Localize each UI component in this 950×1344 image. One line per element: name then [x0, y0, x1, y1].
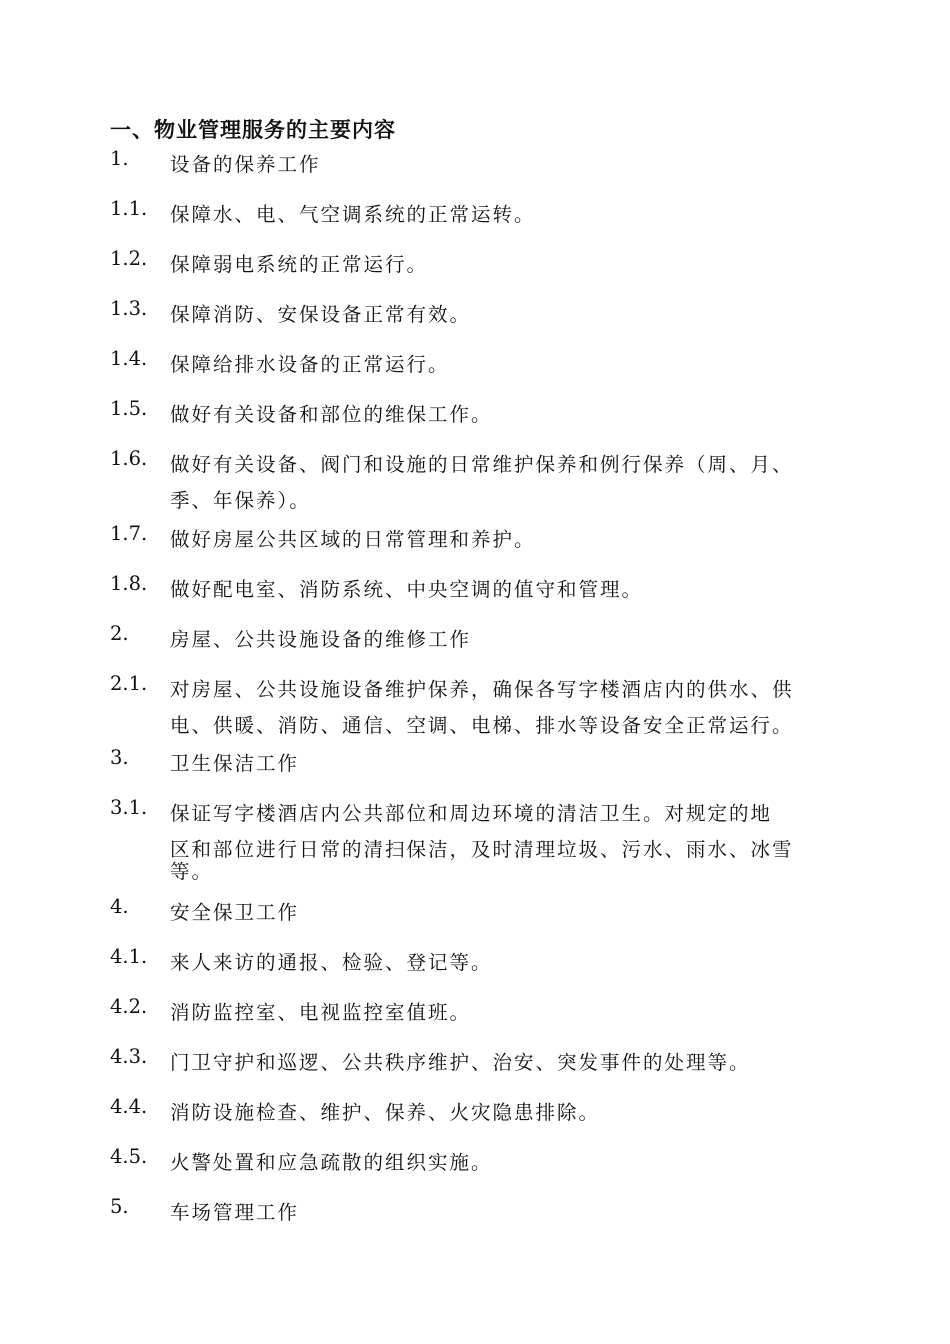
- item-number: 2.1.: [110, 672, 148, 695]
- item-text: 消防设施检查、维护、保养、火灾隐患排除。: [170, 1101, 601, 1124]
- item-number: 4.1.: [110, 945, 148, 968]
- item-number: 2.: [110, 622, 129, 645]
- item-text: 安全保卫工作: [170, 901, 300, 924]
- item-number: 4.: [110, 895, 129, 918]
- item-number: 3.: [110, 746, 129, 769]
- item-number: 1.2.: [110, 247, 148, 270]
- item-number: 5.: [110, 1195, 129, 1218]
- item-text: 房屋、公共设施设备的维修工作: [170, 628, 472, 651]
- item-number: 4.5.: [110, 1145, 148, 1168]
- item-number: 1.4.: [110, 347, 148, 370]
- item-text: 车场管理工作: [170, 1201, 300, 1224]
- item-text: 设备的保养工作: [170, 153, 321, 176]
- item-text: 对房屋、公共设施设备维护保养，确保各写字楼酒店内的供水、供 电、供暖、消防、通信、空调、电梯、排水等设备安全正常运行。: [170, 678, 794, 737]
- item-text: 保证写字楼酒店内公共部位和周边环境的清洁卫生。对规定的地 区和部位进行日常的清扫保洁，及时清理垃圾、污水、雨水、冰雪 等。: [170, 802, 794, 883]
- item-number: 1.3.: [110, 297, 148, 320]
- item-text: 来人来访的通报、检验、登记等。: [170, 951, 493, 974]
- item-text: 保障给排水设备的正常运行。: [170, 353, 450, 376]
- item-number: 4.2.: [110, 995, 148, 1018]
- section-title: 一、物业管理服务的主要内容: [110, 117, 396, 142]
- item-number: 1.7.: [110, 522, 148, 545]
- item-number: 1.6.: [110, 447, 148, 470]
- item-text: 消防监控室、电视监控室值班。: [170, 1001, 472, 1024]
- item-number: 1.8.: [110, 572, 148, 595]
- item-number: 1.: [110, 147, 129, 170]
- item-text: 做好有关设备和部位的维保工作。: [170, 403, 493, 426]
- item-text: 火警处置和应急疏散的组织实施。: [170, 1151, 493, 1174]
- item-number: 4.3.: [110, 1045, 148, 1068]
- item-text: 保障弱电系统的正常运行。: [170, 253, 429, 276]
- item-number: 1.1.: [110, 197, 148, 220]
- item-text: 门卫守护和巡逻、公共秩序维护、治安、突发事件的处理等。: [170, 1051, 751, 1074]
- item-text: 做好房屋公共区域的日常管理和养护。: [170, 528, 536, 551]
- item-number: 1.5.: [110, 397, 148, 420]
- item-number: 3.1.: [110, 796, 148, 819]
- item-text: 做好配电室、消防系统、中央空调的值守和管理。: [170, 578, 644, 601]
- item-text: 做好有关设备、阀门和设施的日常维护保养和例行保养（周、月、 季、年保养）。: [170, 453, 794, 512]
- item-text: 保障水、电、气空调系统的正常运转。: [170, 203, 536, 226]
- item-text: 保障消防、安保设备正常有效。: [170, 303, 472, 326]
- item-number: 4.4.: [110, 1095, 148, 1118]
- item-text: 卫生保洁工作: [170, 752, 300, 775]
